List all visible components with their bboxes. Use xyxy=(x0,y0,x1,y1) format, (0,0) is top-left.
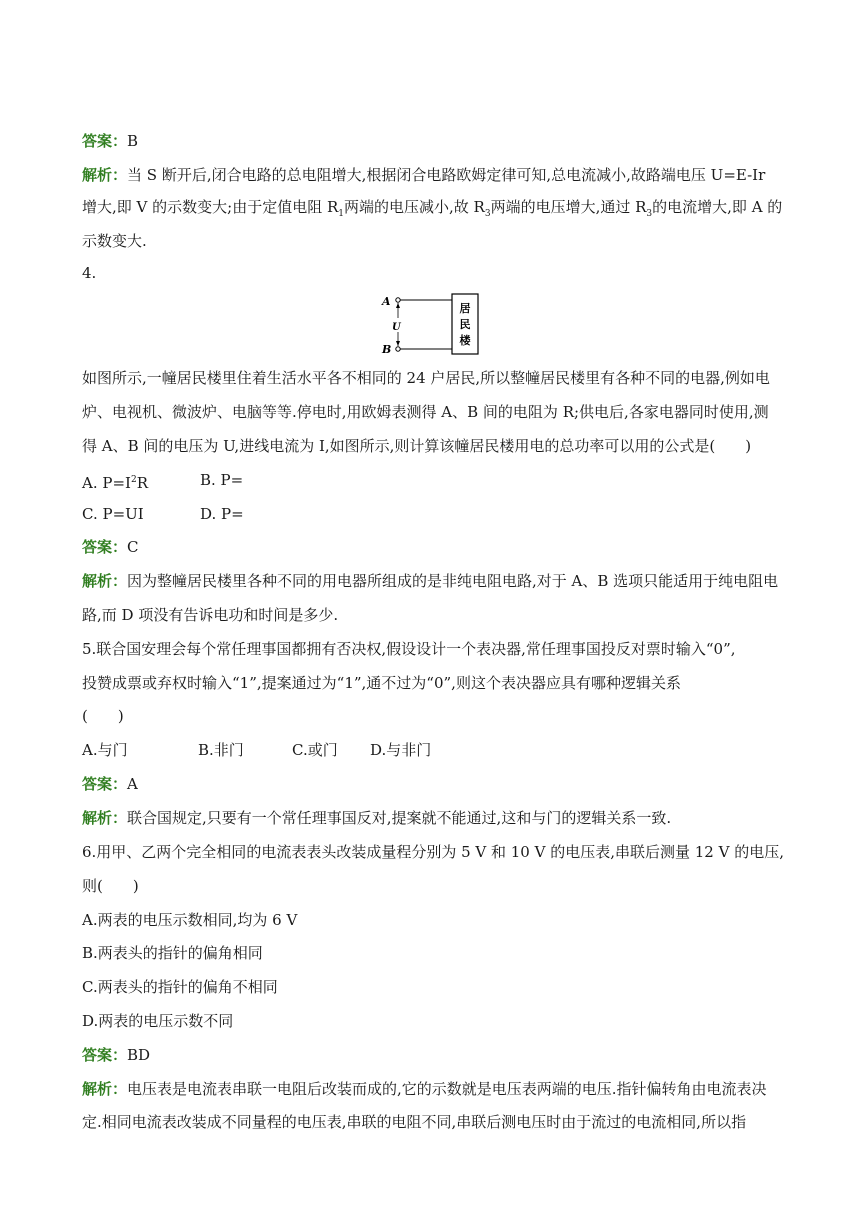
q5-stem-line-2: 投赞成票或弃权时输入“1”,提案通过为“1”,通不过为“0”,则这个表决器应具有哪种逻辑关系 xyxy=(82,674,681,692)
label-a: A xyxy=(382,295,391,308)
q4-stem-line-1: 如图所示,一幢居民楼里住着生活水平各不相同的 24 户居民,所以整幢居民楼里有各种不同的电器,例如电 xyxy=(82,369,770,387)
arrowhead-down xyxy=(396,341,400,346)
q4-stem-line-3: 得 A、B 间的电压为 U,进线电流为 I,如图所示,则计算该幢居民楼用电的总功率可以用的公式是( ) xyxy=(82,437,752,455)
subscript: 1 xyxy=(338,209,344,219)
analysis-text: 增大,即 V 的示数变大;由于定值电阻 R xyxy=(82,198,339,216)
answer-value: BD xyxy=(127,1046,151,1064)
option-text: R xyxy=(136,474,148,492)
answer-value: A xyxy=(127,775,138,793)
analysis-text: 联合国规定,只要有一个常任理事国反对,提案就不能通过,这和与门的逻辑关系一致. xyxy=(127,809,672,827)
q5-analysis-line-1 xyxy=(82,808,671,828)
subscript: 3 xyxy=(646,209,653,219)
terminal-a xyxy=(396,298,400,302)
analysis-label: 解析： xyxy=(82,1080,128,1098)
q5-option-a: A.与门 xyxy=(82,741,128,759)
q4-option-b: B. P= xyxy=(200,471,244,489)
terminal-b xyxy=(396,347,400,351)
q6-option-a: A.两表的电压示数相同,均为 6 V xyxy=(82,911,298,929)
circuit-figure xyxy=(380,292,480,356)
building-char-2: 民 xyxy=(459,318,471,331)
q3-answer-line xyxy=(82,131,138,151)
q5-answer-line xyxy=(82,774,138,794)
q5-option-d: D.与非门 xyxy=(370,741,432,759)
q4-analysis-line-1 xyxy=(82,571,778,591)
q4-option-d: D. P= xyxy=(200,505,244,523)
analysis-label: 解析： xyxy=(82,809,128,827)
building-char-3: 楼 xyxy=(459,334,471,347)
q3-analysis-line-2 xyxy=(82,197,782,224)
answer-value: C xyxy=(127,538,139,556)
q6-option-c: C.两表头的指针的偏角不相同 xyxy=(82,978,278,996)
q4-answer-line xyxy=(82,537,139,557)
subscript: 3 xyxy=(484,209,491,219)
q4-option-a xyxy=(82,470,148,493)
analysis-text: 的电流增大,即 A 的 xyxy=(652,198,783,216)
option-text: A. P=I xyxy=(82,474,131,492)
label-u: U xyxy=(392,322,401,333)
q6-stem-line-1: 6.用甲、乙两个完全相同的电流表表头改装成量程分别为 5 V 和 10 V 的电压表,串联后测量 12 V 的电压, xyxy=(82,843,784,861)
q6-option-b: B.两表头的指针的偏角相同 xyxy=(82,944,263,962)
answer-label: 答案： xyxy=(82,538,128,556)
q5-option-b: B.非门 xyxy=(198,741,244,759)
analysis-label: 解析： xyxy=(82,166,128,184)
analysis-label: 解析： xyxy=(82,572,128,590)
label-b: B xyxy=(382,343,392,356)
q3-analysis-line-3: 示数变大. xyxy=(82,232,147,250)
q5-stem-line-3: ( ) xyxy=(82,707,124,725)
q4-stem-line-2: 炉、电视机、微波炉、电脑等等.停电时,用欧姆表测得 A、B 间的电阻为 R;供电后,各家电器同时使用,测 xyxy=(82,403,769,421)
analysis-text: 电压表是电流表串联一电阻后改装而成的,它的示数就是电压表两端的电压.指针偏转角由电流表决 xyxy=(127,1080,767,1098)
analysis-text: 两端的电压减小,故 R xyxy=(344,198,485,216)
q5-option-c: C.或门 xyxy=(292,741,338,759)
q4-analysis-line-2: 路,而 D 项没有告诉电功和时间是多少. xyxy=(82,606,339,624)
q5-stem-line-1: 5.联合国安理会每个常任理事国都拥有否决权,假设设计一个表决器,常任理事国投反对票时输入“0”, xyxy=(82,640,736,658)
arrowhead-up xyxy=(396,303,400,308)
analysis-text: 两端的电压增大,通过 R xyxy=(490,198,647,216)
q4-option-c: C. P=UI xyxy=(82,505,144,523)
analysis-text: 当 S 断开后,闭合电路的总电阻增大,根据闭合电路欧姆定律可知,总电流减小,故路端电压 U=E-Ir xyxy=(127,166,766,184)
answer-label: 答案： xyxy=(82,775,128,793)
q6-answer-line xyxy=(82,1045,150,1065)
answer-label: 答案： xyxy=(82,132,128,150)
superscript: 2 xyxy=(130,475,137,485)
q6-analysis-line-1 xyxy=(82,1079,767,1099)
q4-number: 4. xyxy=(82,264,97,282)
q6-analysis-line-2: 定.相同电流表改装成不同量程的电压表,串联的电阻不同,串联后测电压时由于流过的电流相同,所以指 xyxy=(82,1113,747,1131)
building-char-1: 居 xyxy=(459,302,471,315)
q6-stem-line-2: 则( ) xyxy=(82,877,139,895)
q6-option-d: D.两表的电压示数不同 xyxy=(82,1012,234,1030)
q3-analysis-line-1 xyxy=(82,165,765,185)
answer-value: B xyxy=(127,132,139,150)
analysis-text: 因为整幢居民楼里各种不同的用电器所组成的是非纯电阻电路,对于 A、B 选项只能适用于纯电阻电 xyxy=(127,572,779,590)
answer-label: 答案： xyxy=(82,1046,128,1064)
